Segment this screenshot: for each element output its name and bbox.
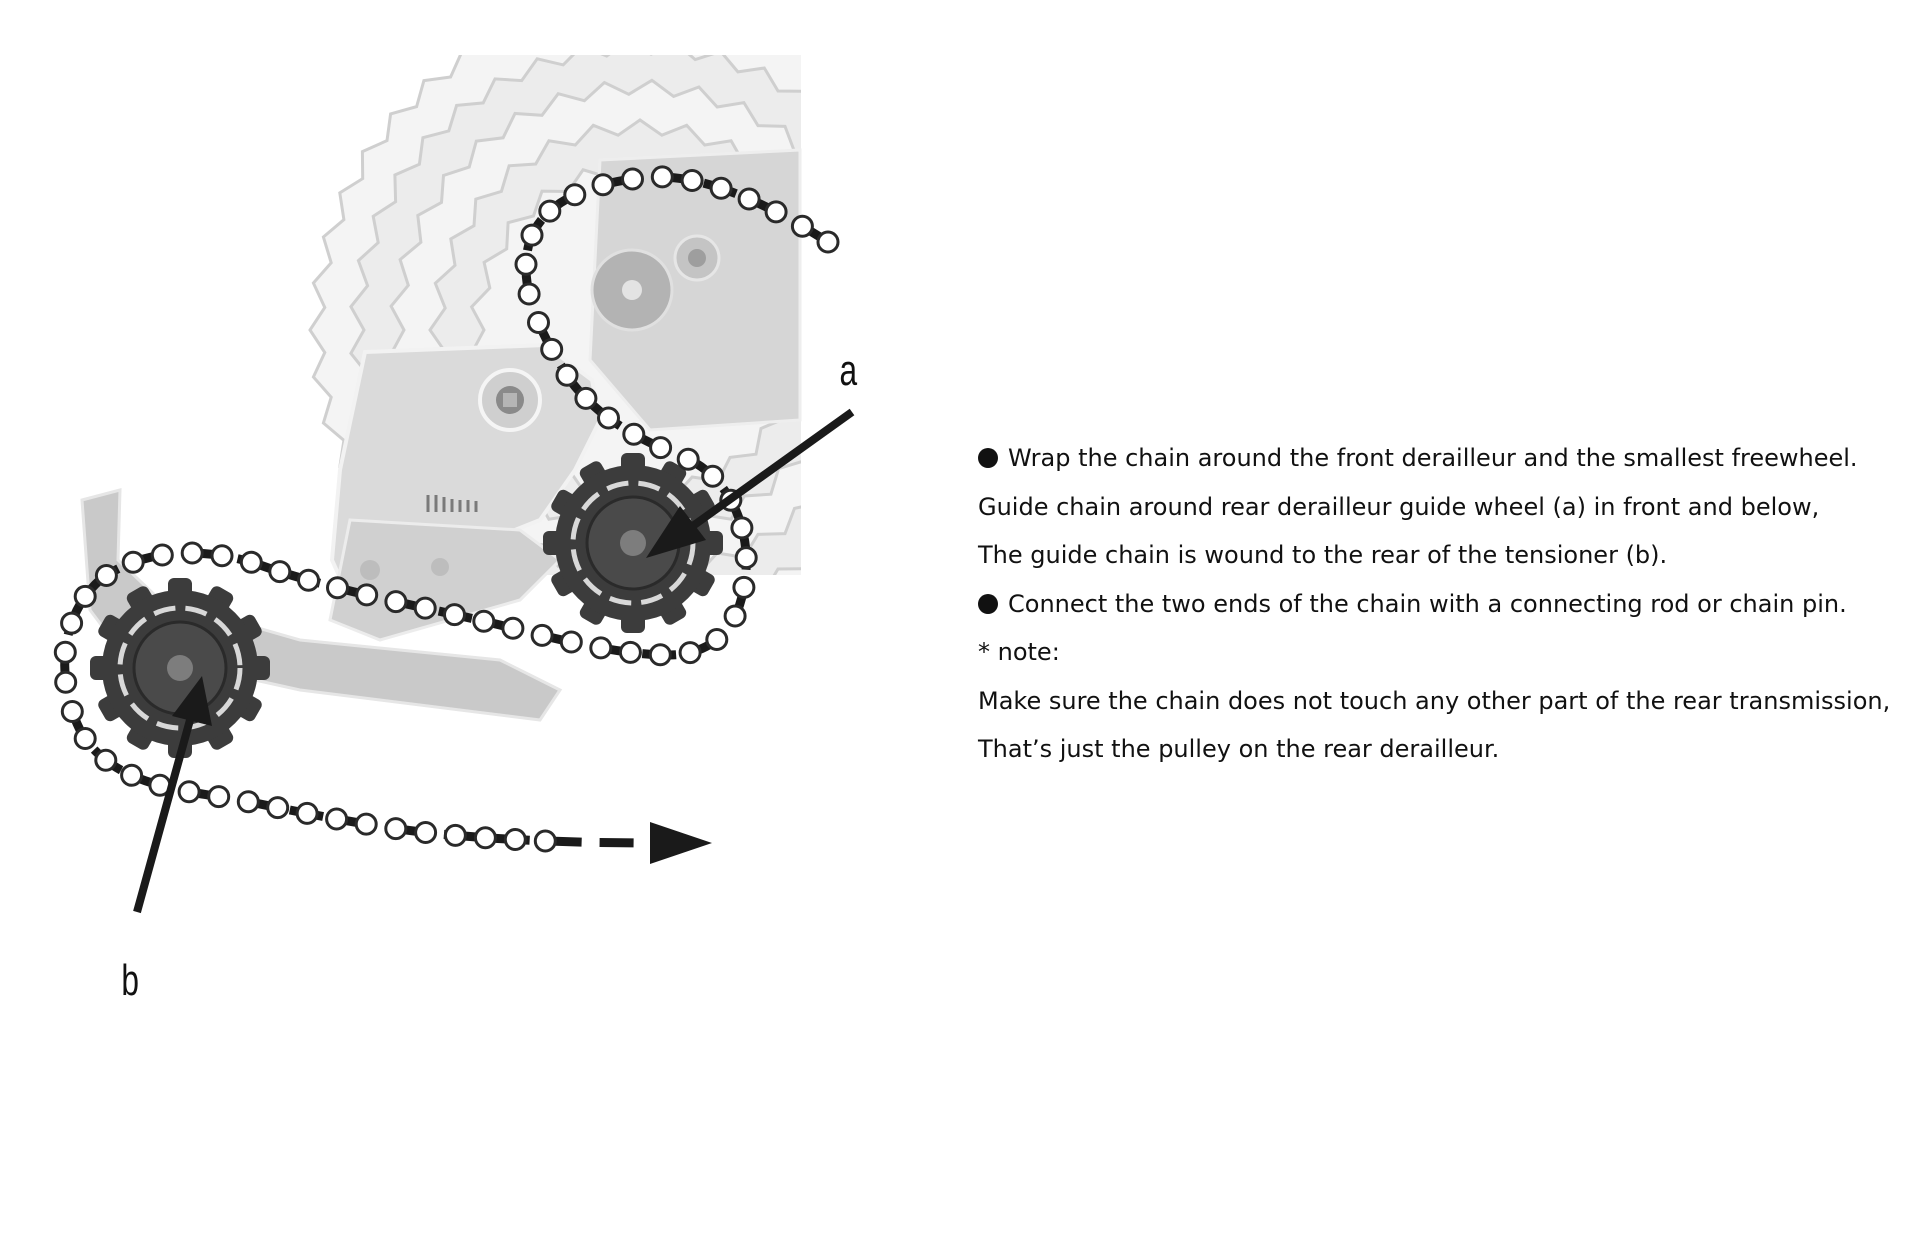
chain-link <box>327 809 347 829</box>
chain-link <box>123 552 143 572</box>
chain-link <box>624 424 644 444</box>
instruction-line-3 <box>978 531 1878 580</box>
instruction-text: Make sure the chain does not touch any other part of the rear transmission, <box>978 686 1891 715</box>
chain-link <box>474 611 494 631</box>
chain-link <box>734 577 754 597</box>
chain-link <box>599 408 619 428</box>
chain-link <box>75 729 95 749</box>
chain-link <box>357 585 377 605</box>
chain-link <box>678 449 698 469</box>
chain-link <box>299 570 319 590</box>
chain-link <box>620 642 640 662</box>
chain-link <box>557 365 577 385</box>
instructions-text-block <box>978 434 1891 774</box>
chain-link <box>535 831 555 851</box>
bullet-icon <box>978 448 998 468</box>
chain-link <box>416 823 436 843</box>
instruction-text: The guide chain is wound to the rear of the tensioner (b). <box>978 541 1668 569</box>
chain-link <box>152 545 172 565</box>
chain-link <box>532 625 552 645</box>
chain-link <box>792 216 812 236</box>
chain-link <box>542 339 562 359</box>
chain-link <box>445 605 465 625</box>
chain-link <box>736 548 756 568</box>
instruction-line-5 <box>978 628 1878 677</box>
chain-link <box>682 171 702 191</box>
chain-link <box>725 606 745 626</box>
chain-link <box>445 825 465 845</box>
chain-link <box>650 645 670 665</box>
instruction-line-2 <box>978 483 1878 532</box>
chain-link <box>623 169 643 189</box>
chain-link <box>818 232 838 252</box>
chain-link <box>561 632 581 652</box>
chain-link <box>732 518 752 538</box>
chain-link <box>680 643 700 663</box>
chain-link <box>766 202 786 222</box>
chain-link <box>62 702 82 722</box>
chain-link <box>241 552 261 572</box>
chain-link <box>75 586 95 606</box>
chain-link <box>503 618 523 638</box>
instruction-line-1 <box>978 434 1878 483</box>
instruction-line-4 <box>978 580 1878 629</box>
chain-link <box>212 546 232 566</box>
chain-direction-arrowhead <box>650 822 712 864</box>
chain-link <box>707 630 727 650</box>
instruction-text: That’s just the pulley on the rear derailleur. <box>978 735 1500 763</box>
chain-link <box>328 578 348 598</box>
chain-link <box>519 284 539 304</box>
bullet-icon <box>978 594 998 614</box>
chain-link <box>540 201 560 221</box>
chain-link <box>711 178 731 198</box>
chain-link <box>96 750 116 770</box>
chain-link <box>297 803 317 823</box>
label-a: a <box>839 345 858 396</box>
chain-link <box>386 819 406 839</box>
chain-link <box>122 765 142 785</box>
chain-link <box>179 782 199 802</box>
chain-link <box>593 175 613 195</box>
derailleur-diagram <box>0 0 858 1050</box>
label-b: b <box>121 955 140 1006</box>
chain-link <box>652 167 672 187</box>
chain-link <box>505 830 525 850</box>
chain-link <box>268 798 288 818</box>
instruction-text: Wrap the chain around the front derailleur and the smallest freewheel. <box>1008 444 1858 472</box>
chain-link <box>238 792 258 812</box>
instruction-text: Guide chain around rear derailleur guide wheel (a) in front and below, <box>978 492 1820 521</box>
instruction-text: Connect the two ends of the chain with a connecting rod or chain pin. <box>1008 589 1847 618</box>
chain-link <box>182 543 202 563</box>
chain-link <box>356 814 376 834</box>
chain-link <box>62 613 82 633</box>
chain-link <box>415 598 435 618</box>
chain-link <box>522 225 542 245</box>
chain-link <box>651 438 671 458</box>
instruction-line-7 <box>978 725 1878 774</box>
chain-link <box>591 638 611 658</box>
chain-link <box>386 592 406 612</box>
chain-link <box>475 828 495 848</box>
chain-link <box>56 672 76 692</box>
chain-link <box>529 313 549 333</box>
instruction-text: * note: <box>978 638 1060 666</box>
chain-link <box>270 562 290 582</box>
chain-link <box>96 566 116 586</box>
chain-link <box>565 185 585 205</box>
chain-link <box>703 466 723 486</box>
chain-link <box>55 642 75 662</box>
instruction-line-6 <box>978 677 1891 726</box>
chain-link <box>739 189 759 209</box>
chain-link <box>576 388 596 408</box>
chain-link <box>209 787 229 807</box>
chain-link <box>516 254 536 274</box>
